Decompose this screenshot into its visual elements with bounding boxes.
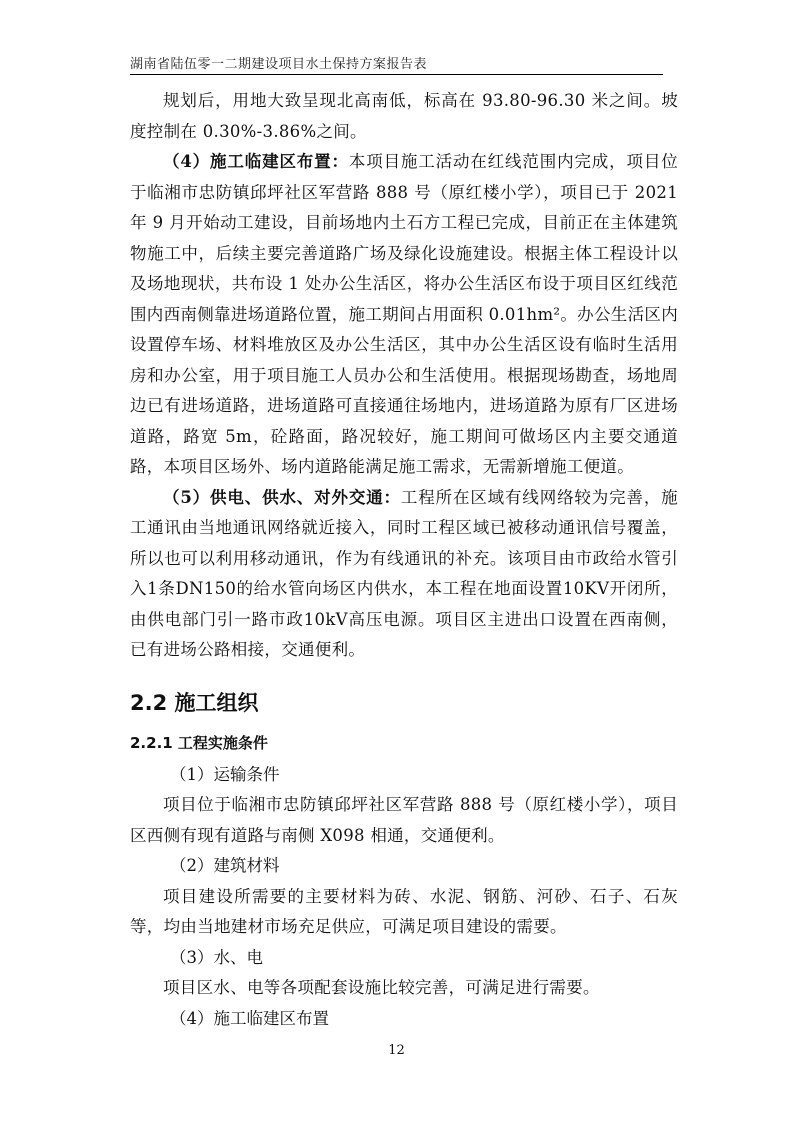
condition-label: （4）施工临建区布置 (170, 1008, 329, 1028)
condition-text: 项目区水、电等各项配套设施比较完善，可满足进行需要。 (163, 978, 600, 997)
paragraph-text: 工程所在区域有线网络较为完善，施工通讯由当地通讯网络就近接入，同时工程区域已被移动通讯信号覆盖，所以也可以利用移动通讯，作为有线通讯的补充。该项目由市政给水管引入1条DN150的给水管向场区内供水，本工程在地面设置10KV开闭所，由供电部门引一路市政10kV高压电源。项目区主进出口设置在西南侧，已有进场公路相接，交通便利。 (130, 487, 678, 659)
document-body (130, 86, 678, 1034)
paragraph-label: （5）供电、供水、对外交通： (163, 487, 401, 507)
subsection-heading: 2.2.1 工程实施条件 (130, 733, 268, 752)
paragraph-text: 本项目施工活动在红线范围内完成，项目位于临湘市忠防镇邱坪社区军营路 888 号（原红楼小学），项目已于 2021 年 9 月开始动工建设，目前场地内土石方工程已完成，目前正在主体建筑物施工中，后续主要完善道路广场及绿化设施建设。根据主体工程设计以及场地现状，共布设 1 处办公生活区，将办公生活区布设于项目区红线范围内西南侧靠进场道路位置，施工期间占用面积 0.01hm²。办公生活区内设置停车场、材料堆放区及办公生活区，其中办公生活区设有临时生活用房和办公室，用于项目施工人员办公和生活使用。根据现场勘查，场地周边已有进场道路，进场道路可直接通往场地内，进场道路为原有厂区进场道路，路宽 5m，砼路面，路况较好，施工期间可做场区内主要交通道路，本项目区场外、场内道路能满足施工需求，无需新增施工便道。 (130, 152, 678, 476)
section-heading: 2.2 施工组织 (130, 690, 259, 715)
header-divider (130, 74, 663, 75)
condition-text: 项目建设所需要的主要材料为砖、水泥、钢筋、河砂、石子、石灰等，均由当地建材市场充足供应，可满足项目建设的需要。 (130, 886, 678, 936)
page-number: 12 (388, 1043, 405, 1058)
paragraph-label: （4）施工临建区布置： (163, 152, 349, 171)
paragraph-temporary-area (130, 147, 678, 483)
condition-text: 项目位于临湘市忠防镇邱坪社区军营路 888 号（原红楼小学），项目区西侧有现有道路与南侧 X098 相通，交通便利。 (130, 795, 678, 845)
paragraph-utilities (130, 483, 678, 666)
condition-label: （3）水、电 (170, 947, 263, 967)
paragraph-terrain: 规划后，用地大致呈现北高南低，标高在 93.80-96.30 米之间。坡度控制在 0.30%-3.86%之间。 (130, 91, 678, 141)
condition-label: （2）建筑材料 (170, 856, 280, 875)
page-header-title: 湖南省陆伍零一二期建设项目水土保持方案报告表 (130, 57, 428, 72)
condition-label: （1）运输条件 (170, 764, 280, 784)
